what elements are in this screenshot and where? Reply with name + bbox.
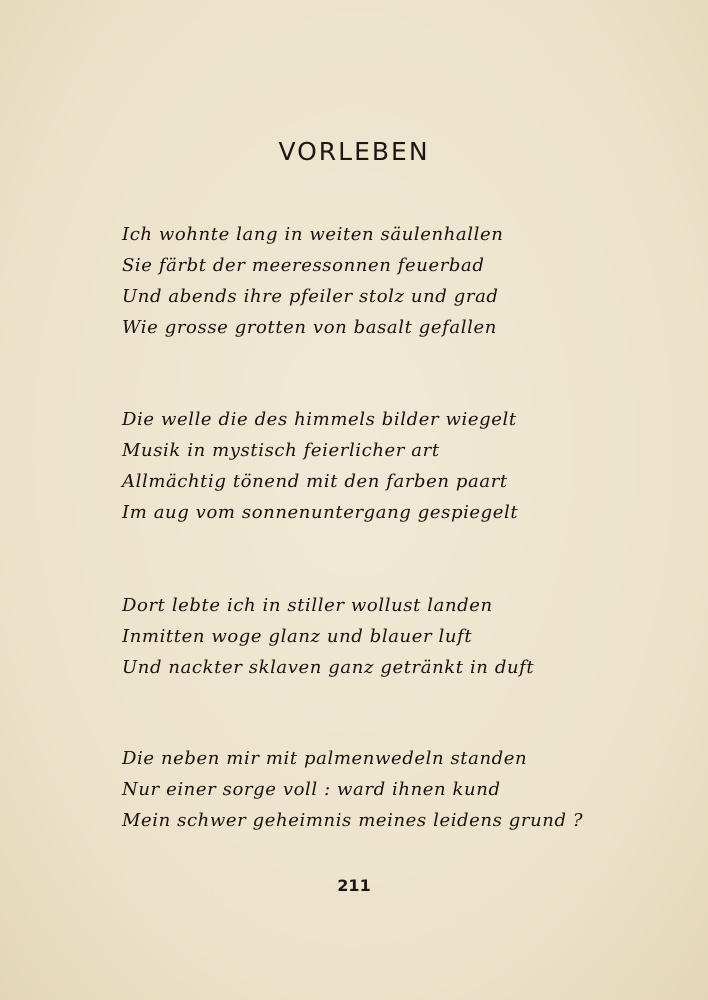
poem-line: Dort lebte ich in stiller wollust landen bbox=[122, 595, 493, 616]
poem-line: Mein schwer geheimnis meines leidens grund ? bbox=[122, 810, 584, 831]
stanza-4 bbox=[122, 743, 584, 836]
poem-line: Im aug vom sonnenuntergang gespiegelt bbox=[122, 502, 519, 523]
poem-line: Wie grosse grotten von basalt gefallen bbox=[122, 317, 497, 338]
poem-line: Und abends ihre pfeiler stolz und grad bbox=[122, 286, 499, 307]
page-number: 211 bbox=[337, 876, 371, 895]
poem-line: Sie färbt der meeressonnen feuerbad bbox=[122, 255, 485, 276]
poem-line: Die neben mir mit palmenwedeln standen bbox=[122, 748, 528, 769]
stanza-1 bbox=[122, 219, 562, 343]
poem-title: VORLEBEN bbox=[278, 137, 430, 166]
poem-line: Allmächtig tönend mit den farben paart bbox=[122, 471, 508, 492]
poem-line: Inmitten woge glanz und blauer luft bbox=[122, 626, 473, 647]
poem-line: Ich wohnte lang in weiten säulenhallen bbox=[122, 224, 504, 245]
poem-line: Die welle die des himmels bilder wiegelt bbox=[122, 409, 517, 430]
poem-line: Und nackter sklaven ganz getränkt in duft bbox=[122, 657, 535, 678]
stanza-3 bbox=[122, 590, 562, 683]
stanza-2 bbox=[122, 404, 562, 528]
poem-line: Musik in mystisch feierlicher art bbox=[122, 440, 440, 461]
poem-line: Nur einer sorge voll : ward ihnen kund bbox=[122, 779, 501, 800]
